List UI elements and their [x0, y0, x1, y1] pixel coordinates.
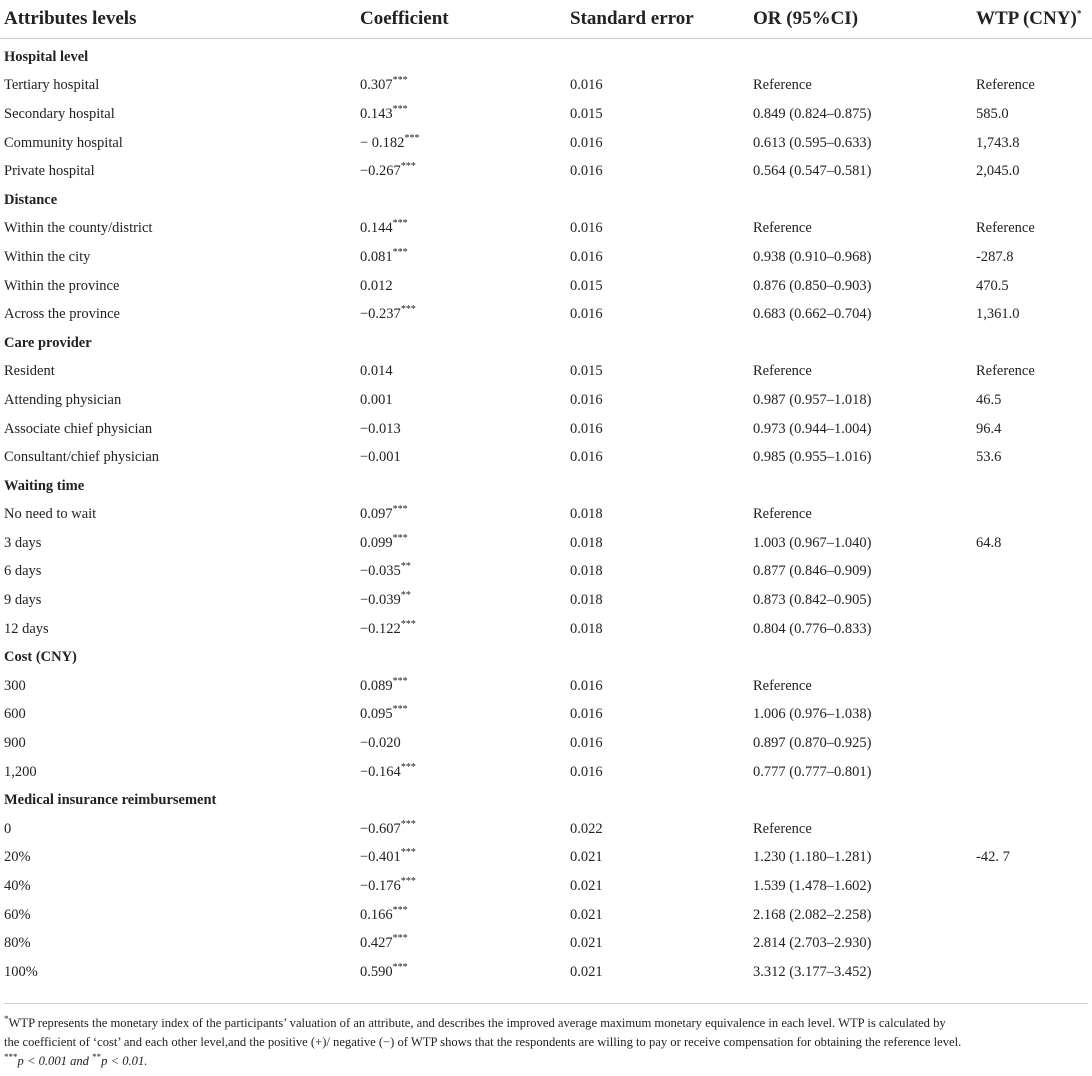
table-row — [0, 586, 1092, 615]
coefficient-value: −0.001 — [360, 449, 401, 466]
cell-coefficient — [360, 558, 570, 587]
cell-or-ci: 0.877 (0.846–0.909) — [753, 563, 872, 580]
cell-level: Consultant/chief physician — [4, 449, 160, 466]
coefficient-value: 0.097 — [360, 506, 393, 523]
cell-level: 40% — [4, 878, 31, 895]
significance-mark: *** — [392, 904, 408, 916]
section-row — [0, 643, 1092, 672]
cell-level: Resident — [4, 363, 55, 380]
coefficient-value: 0.014 — [360, 363, 393, 380]
significance-mark: *** — [392, 933, 408, 945]
header-coefficient: Coefficient — [360, 0, 570, 39]
cell-level: Across the province — [4, 306, 120, 323]
cell-or-ci: Reference — [753, 506, 812, 523]
cell-or-ci: 2.814 (2.703–2.930) — [753, 935, 872, 952]
table-row — [0, 415, 1092, 444]
table-row — [0, 358, 1092, 387]
cell-standard-error: 0.016 — [570, 763, 603, 780]
cell-wtp: 585.0 — [976, 105, 1009, 122]
cell-level: Within the city — [4, 248, 91, 265]
table-row — [0, 701, 1092, 730]
table-footnote — [4, 1003, 1088, 1071]
coefficient-value: 0.099 — [360, 534, 393, 551]
cell-wtp: 46.5 — [976, 391, 1002, 408]
table-row — [0, 672, 1092, 701]
cell-coefficient — [360, 586, 570, 615]
coefficient-value: −0.176 — [360, 878, 401, 895]
cell-wtp: 470.5 — [976, 277, 1009, 294]
cell-level: Community hospital — [4, 134, 123, 151]
cell-level: Associate chief physician — [4, 420, 153, 437]
cell-standard-error: 0.021 — [570, 906, 603, 923]
footnote-text-1: WTP represents the monetary index of the participants’ valuation of an attribute, and describes the improved average maximum monetary equivalence in each level. WTP is calculated by — [8, 1016, 946, 1030]
cell-or-ci: 1.230 (1.180–1.281) — [753, 849, 872, 866]
cell-or-ci: 0.873 (0.842–0.905) — [753, 592, 872, 609]
cell-wtp: 53.6 — [976, 449, 1002, 466]
cell-level: 900 — [4, 735, 26, 752]
cell-coefficient — [360, 529, 570, 558]
cell-level: Secondary hospital — [4, 105, 115, 122]
cell-level: 3 days — [4, 534, 42, 551]
cell-coefficient — [360, 100, 570, 129]
cell-coefficient — [360, 215, 570, 244]
cell-level: 300 — [4, 677, 26, 694]
cell-level: Within the province — [4, 277, 120, 294]
cell-wtp — [976, 929, 1092, 958]
cell-standard-error: 0.021 — [570, 878, 603, 895]
cell-wtp: 1,361.0 — [976, 306, 1020, 323]
cell-level: 600 — [4, 706, 26, 723]
cell-or-ci: Reference — [753, 820, 812, 837]
cell-standard-error: 0.018 — [570, 620, 603, 637]
cell-coefficient — [360, 844, 570, 873]
cell-standard-error: 0.022 — [570, 820, 603, 837]
cell-or-ci: 0.985 (0.955–1.016) — [753, 449, 872, 466]
coefficient-value: −0.607 — [360, 820, 401, 837]
cell-coefficient — [360, 300, 570, 329]
significance-mark: *** — [400, 761, 416, 773]
cell-standard-error: 0.015 — [570, 277, 603, 294]
table-row — [0, 129, 1092, 158]
section-row — [0, 472, 1092, 501]
cell-or-ci: 0.777 (0.777–0.801) — [753, 763, 872, 780]
coefficient-value: −0.122 — [360, 620, 401, 637]
section-title: Medical insurance reimbursement — [4, 792, 217, 809]
significance-mark: ** — [400, 561, 411, 573]
table-row — [0, 958, 1092, 987]
cell-or-ci: 3.312 (3.177–3.452) — [753, 963, 872, 980]
table-row — [0, 243, 1092, 272]
cell-wtp: Reference — [976, 220, 1035, 237]
table-row — [0, 272, 1092, 301]
cell-wtp: 1,743.8 — [976, 134, 1020, 151]
table-row — [0, 872, 1092, 901]
coefficient-value: 0.095 — [360, 706, 393, 723]
table-row — [0, 100, 1092, 129]
coefficient-value: −0.013 — [360, 420, 401, 437]
cell-standard-error: 0.018 — [570, 534, 603, 551]
section-title: Care provider — [4, 334, 92, 351]
cell-level: 20% — [4, 849, 31, 866]
cell-coefficient — [360, 386, 570, 415]
cell-or-ci: 0.987 (0.957–1.018) — [753, 391, 872, 408]
cell-wtp — [976, 872, 1092, 901]
cell-or-ci: 1.539 (1.478–1.602) — [753, 878, 872, 895]
coefficient-value: 0.590 — [360, 963, 393, 980]
significance-mark: *** — [404, 132, 420, 144]
cell-wtp — [976, 815, 1092, 844]
table-row — [0, 929, 1092, 958]
cell-wtp — [976, 758, 1092, 787]
cell-coefficient — [360, 615, 570, 644]
table-row — [0, 443, 1092, 472]
coefficient-value: 0.166 — [360, 906, 393, 923]
cell-level: Within the county/district — [4, 220, 153, 237]
section-row — [0, 329, 1092, 358]
coefficient-value: −0.020 — [360, 735, 401, 752]
cell-standard-error: 0.018 — [570, 506, 603, 523]
cell-standard-error: 0.016 — [570, 163, 603, 180]
significance-mark: *** — [400, 618, 416, 630]
header-wtp-footnote-mark: * — [1076, 8, 1082, 19]
cell-coefficient — [360, 72, 570, 101]
cell-wtp — [976, 901, 1092, 930]
cell-level: 9 days — [4, 592, 42, 609]
cell-or-ci: Reference — [753, 363, 812, 380]
cell-or-ci: 0.897 (0.870–0.925) — [753, 735, 872, 752]
table-row — [0, 729, 1092, 758]
significance-mark: *** — [392, 961, 408, 973]
significance-mark: ** — [400, 590, 411, 602]
cell-standard-error: 0.021 — [570, 935, 603, 952]
cell-or-ci: 1.006 (0.976–1.038) — [753, 706, 872, 723]
header-or-ci: OR (95%CI) — [753, 0, 976, 39]
sig-mark-2: ** — [92, 1051, 102, 1062]
cell-level: 100% — [4, 963, 38, 980]
cell-wtp: Reference — [976, 77, 1035, 94]
cell-coefficient — [360, 157, 570, 186]
significance-mark: *** — [392, 676, 408, 688]
significance-mark: *** — [392, 533, 408, 545]
footnote-mark: * — [4, 1013, 9, 1024]
coefficient-value: −0.035 — [360, 563, 401, 580]
cell-level: No need to wait — [4, 506, 97, 523]
sig-text-2: p < 0.01. — [101, 1054, 148, 1068]
table-row — [0, 501, 1092, 530]
cell-standard-error: 0.016 — [570, 677, 603, 694]
cell-or-ci: 0.849 (0.824–0.875) — [753, 105, 872, 122]
cell-coefficient — [360, 701, 570, 730]
significance-mark: *** — [400, 161, 416, 173]
section-title: Waiting time — [4, 477, 85, 494]
significance-mark: *** — [392, 75, 408, 87]
table-row — [0, 529, 1092, 558]
cell-coefficient — [360, 758, 570, 787]
section-row — [0, 186, 1092, 215]
cell-or-ci: 2.168 (2.082–2.258) — [753, 906, 872, 923]
coefficient-value: 0.089 — [360, 677, 393, 694]
significance-mark: *** — [392, 218, 408, 230]
significance-mark: *** — [400, 876, 416, 888]
significance-mark: *** — [392, 247, 408, 259]
cell-wtp — [976, 729, 1092, 758]
cell-standard-error: 0.016 — [570, 420, 603, 437]
cell-wtp — [976, 701, 1092, 730]
table-header-row — [0, 0, 1092, 39]
table-row — [0, 157, 1092, 186]
coefficient-value: −0.267 — [360, 163, 401, 180]
coefficient-value: 0.307 — [360, 77, 393, 94]
cell-standard-error: 0.016 — [570, 391, 603, 408]
cell-or-ci: 0.876 (0.850–0.903) — [753, 277, 872, 294]
coefficient-value: − 0.182 — [360, 134, 405, 151]
cell-coefficient — [360, 929, 570, 958]
section-row — [0, 786, 1092, 815]
cell-wtp — [976, 558, 1092, 587]
cell-or-ci: 0.938 (0.910–0.968) — [753, 248, 872, 265]
cell-standard-error: 0.016 — [570, 706, 603, 723]
table-row — [0, 615, 1092, 644]
significance-mark: *** — [400, 847, 416, 859]
cell-coefficient — [360, 872, 570, 901]
section-title: Hospital level — [4, 48, 89, 65]
table-row — [0, 386, 1092, 415]
cell-or-ci: 1.003 (0.967–1.040) — [753, 534, 872, 551]
cell-wtp: 2,045.0 — [976, 163, 1020, 180]
table-row — [0, 844, 1092, 873]
table-body — [0, 39, 1092, 987]
section-title: Distance — [4, 191, 58, 208]
section-row — [0, 39, 1092, 72]
cell-or-ci: Reference — [753, 77, 812, 94]
cell-standard-error: 0.015 — [570, 363, 603, 380]
footnote-line-1 — [4, 1014, 1088, 1033]
cell-or-ci: 0.973 (0.944–1.004) — [753, 420, 872, 437]
header-attributes-levels: Attributes levels — [0, 0, 360, 39]
coefficient-value: −0.237 — [360, 306, 401, 323]
coefficient-value: 0.427 — [360, 935, 393, 952]
header-wtp — [976, 0, 1092, 39]
cell-coefficient — [360, 501, 570, 530]
cell-standard-error: 0.021 — [570, 849, 603, 866]
sig-mark-1: *** — [4, 1051, 18, 1062]
cell-or-ci: Reference — [753, 220, 812, 237]
cell-standard-error: 0.016 — [570, 134, 603, 151]
significance-mark: *** — [392, 704, 408, 716]
significance-mark: *** — [392, 504, 408, 516]
table-row — [0, 901, 1092, 930]
cell-coefficient — [360, 415, 570, 444]
coefficient-value: 0.081 — [360, 248, 393, 265]
cell-or-ci: Reference — [753, 677, 812, 694]
cell-wtp: 96.4 — [976, 420, 1002, 437]
cell-wtp — [976, 672, 1092, 701]
sig-text-1: p < 0.001 and — [17, 1054, 93, 1068]
cell-coefficient — [360, 129, 570, 158]
cell-wtp: -42. 7 — [976, 849, 1010, 866]
cell-coefficient — [360, 443, 570, 472]
cell-wtp — [976, 586, 1092, 615]
table-row — [0, 558, 1092, 587]
cell-wtp: -287.8 — [976, 248, 1014, 265]
cell-or-ci: 0.804 (0.776–0.833) — [753, 620, 872, 637]
cell-level: Attending physician — [4, 391, 122, 408]
cell-standard-error: 0.016 — [570, 220, 603, 237]
cell-coefficient — [360, 901, 570, 930]
footnote-line-2: the coefficient of ‘cost’ and each other level,and the positive (+)/ negative (−) of WTP shows that the respondents are willing to pay or receive compensation for obtaining the reference level. — [4, 1035, 962, 1049]
coefficient-value: 0.001 — [360, 391, 393, 408]
cell-coefficient — [360, 672, 570, 701]
coefficient-value: 0.143 — [360, 105, 393, 122]
cell-or-ci: 0.683 (0.662–0.704) — [753, 306, 872, 323]
section-title: Cost (CNY) — [4, 649, 77, 666]
cell-standard-error: 0.016 — [570, 735, 603, 752]
significance-mark: *** — [392, 104, 408, 116]
cell-standard-error: 0.015 — [570, 105, 603, 122]
significance-mark: *** — [400, 819, 416, 830]
cell-standard-error: 0.016 — [570, 77, 603, 94]
cell-standard-error: 0.018 — [570, 592, 603, 609]
cell-coefficient — [360, 729, 570, 758]
coefficient-value: 0.144 — [360, 220, 393, 237]
coefficient-value: 0.012 — [360, 277, 393, 294]
coefficient-value: −0.039 — [360, 592, 401, 609]
cell-standard-error: 0.021 — [570, 963, 603, 980]
cell-coefficient — [360, 243, 570, 272]
cell-level: 60% — [4, 906, 31, 923]
cell-or-ci: 0.613 (0.595–0.633) — [753, 134, 872, 151]
table-row — [0, 72, 1092, 101]
cell-coefficient — [360, 272, 570, 301]
cell-wtp — [976, 958, 1092, 987]
footnote-significance — [4, 1052, 1088, 1071]
table-row — [0, 815, 1092, 844]
cell-standard-error: 0.016 — [570, 449, 603, 466]
cell-wtp: Reference — [976, 363, 1035, 380]
cell-standard-error: 0.016 — [570, 306, 603, 323]
coefficient-value: −0.164 — [360, 763, 401, 780]
cell-level: Private hospital — [4, 163, 95, 180]
cell-standard-error: 0.018 — [570, 563, 603, 580]
cell-level: 0 — [4, 820, 12, 837]
cell-level: 6 days — [4, 563, 42, 580]
cell-level: Tertiary hospital — [4, 77, 100, 94]
header-wtp-label: WTP (CNY) — [976, 8, 1077, 29]
cell-coefficient — [360, 815, 570, 844]
table-row — [0, 758, 1092, 787]
cell-or-ci: 0.564 (0.547–0.581) — [753, 163, 872, 180]
cell-level: 1,200 — [4, 763, 37, 780]
header-standard-error: Standard error — [570, 0, 753, 39]
cell-level: 80% — [4, 935, 31, 952]
cell-wtp — [976, 615, 1092, 644]
table-row — [0, 215, 1092, 244]
cell-standard-error: 0.016 — [570, 248, 603, 265]
cell-level: 12 days — [4, 620, 49, 637]
cell-wtp — [976, 501, 1092, 530]
coefficient-value: −0.401 — [360, 849, 401, 866]
cell-wtp: 64.8 — [976, 534, 1002, 551]
cell-coefficient — [360, 958, 570, 987]
table-row — [0, 300, 1092, 329]
significance-mark: *** — [400, 304, 416, 316]
cell-coefficient — [360, 358, 570, 387]
